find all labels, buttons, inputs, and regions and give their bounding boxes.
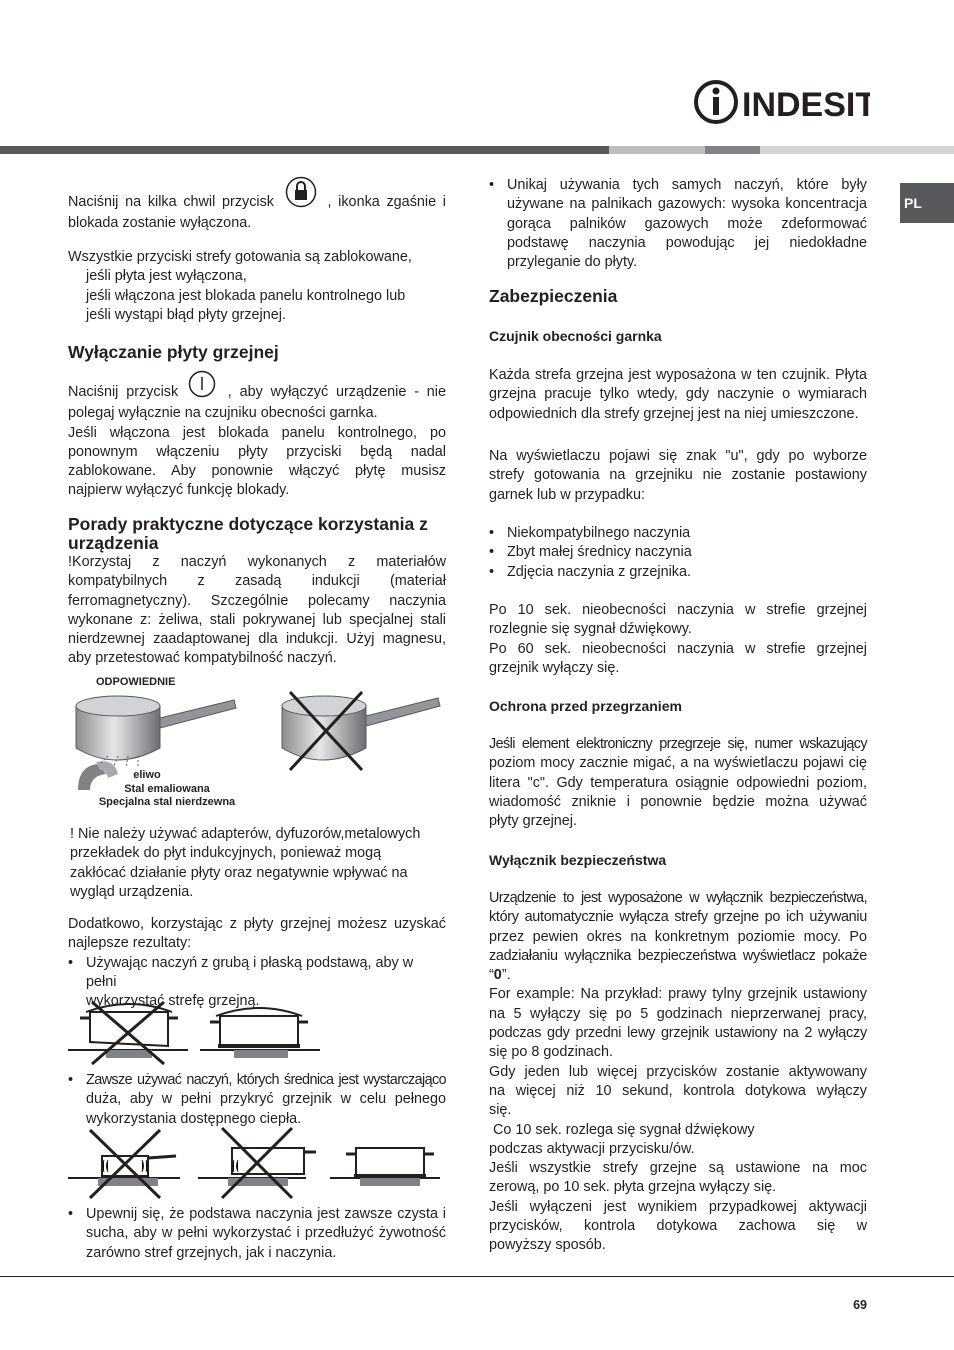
bullet-line: sucha, aby w pełni wykorzystać i przedłużyć żywotność <box>86 1225 446 1242</box>
overheat-line: płyty grzejnej. <box>489 813 577 830</box>
switch-zero-line <box>489 966 867 985</box>
example-line: Co 10 sek. rozlega się sygnał dźwiękowy <box>489 1121 755 1138</box>
flat-base-pans-illustration <box>68 998 368 1068</box>
example-line: na 5 wyłączy się po 5 godzinach nieprzerwanej pracy, <box>489 1005 867 1022</box>
heading-tips: Porady praktyczne dotyczące korzystania z urządzenia <box>68 514 428 553</box>
bullet-line: duża, aby w pełni przykryć grzejnik w celu pełnego <box>86 1091 446 1108</box>
example-line: Jeśli wyłączeni jest wynikiem przypadkowej aktywacji <box>489 1198 867 1215</box>
switch-line: przez pewien okres na konkretnym poziomie mocy. Po <box>489 928 867 945</box>
example-line: się. <box>489 1102 512 1119</box>
bullet-line: • Unikaj używania tych samych naczyń, które były <box>507 177 867 193</box>
bullet-line: gorąca palników gazowych może zdeformować <box>507 215 867 232</box>
header-bar-dark <box>0 146 609 154</box>
locked-intro: Wszystkie przyciski strefy gotowania są zablokowane, <box>68 249 412 265</box>
sensor-paragraph <box>489 366 867 424</box>
bullet-line: przyleganie do płyty. <box>507 254 638 271</box>
footer-divider <box>0 1276 954 1277</box>
zero-symbol: 0 <box>493 967 502 984</box>
extra-line: najlepsze rezultaty: <box>68 935 192 952</box>
tips-line: nierdzewnej zaadaptowanej dla indukcji. Użyj magnesu, <box>68 631 446 648</box>
unlock-text-a: Naciśnij na kilka chwil przycisk <box>68 193 275 210</box>
material-item: eliwo <box>133 769 161 781</box>
locked-paragraph <box>68 248 446 325</box>
materials-caption <box>94 769 240 810</box>
tips-line: aby przetestować kompatybilność naczyń. <box>68 650 337 667</box>
bullet-line: • Zawsze używać naczyń, których średnica jest wystarczająco <box>86 1072 446 1088</box>
header-bar-light <box>609 146 705 154</box>
turn-off-line-1 <box>68 380 446 404</box>
display-line: garnek lub w przypadku: <box>489 486 645 503</box>
heading-turn-off: Wyłączanie płyty grzejnej <box>68 342 279 362</box>
off-line: ponownym włączeniu płyty przyciski będą nadal <box>68 443 446 460</box>
sensor-line: grzejna pracuje tylko wtedy, gdy naczynie o wymiarach <box>489 386 867 403</box>
turn-off-paragraph <box>68 380 446 501</box>
timeout-line: grzejnik wyłączy się. <box>489 659 620 676</box>
quote-open: “ <box>489 967 494 984</box>
locked-item: jeśli włączona jest blokada panelu kontrolnego lub <box>86 287 406 304</box>
off-line: zablokowane. Aby ponownie włączyć płytę musisz <box>68 463 446 480</box>
power-icon <box>188 370 216 404</box>
timeout-line: Po 10 sek. nieobecności naczynia w strefie grzejnej <box>489 602 867 618</box>
unlock-line-2: blokada zostanie wyłączona. <box>68 215 252 232</box>
case-item: • Zbyt małej średnicy naczynia <box>489 543 867 562</box>
tips-line: wykonane z: żeliwa, stali pokrywanej lub specjalnej stali <box>68 611 446 628</box>
cases-list <box>489 524 867 582</box>
suitable-label: ODPOWIEDNIE <box>96 676 176 688</box>
example-line: podczas aktywacji przycisku/ów. <box>489 1140 695 1157</box>
tips-line: ferromagnetyczny). Szczególnie polecamy naczynia <box>68 592 446 609</box>
warn-line: zakłócać działanie płyty oraz negatywnie wpływać na <box>70 864 408 881</box>
material-item: Specjalna stal nierdzewna <box>98 796 236 808</box>
page-number: 69 <box>853 1298 867 1312</box>
display-line: Na wyświetlaczu pojawi się znak "u", gdy po wyborze <box>489 448 867 464</box>
tip-bullet-3 <box>68 1205 446 1263</box>
tips-line: kompatybilnych z zasadą indukcji (materiał <box>68 573 446 590</box>
gas-burner-bullet <box>489 176 867 272</box>
unlock-text-b: , ikonka zgaśnie i <box>327 193 447 210</box>
timeout-line: rozlegnie się sygnał dźwiękowy. <box>489 621 692 638</box>
heading-pan-sensor: Czujnik obecności garnka <box>489 328 662 344</box>
timeout-line: Po 60 sek. nieobecności naczynia w strefie grzejnej <box>489 640 867 657</box>
display-paragraph <box>489 447 867 505</box>
sensor-line: odpowiednich dla strefy grzejnej jest na niej umieszczone. <box>489 405 859 422</box>
warn-line: ! Nie należy używać adapterów, dyfuzorów,metalowych <box>70 826 421 842</box>
bullet-line: używane na palnikach gazowych: wysoka koncentracja <box>507 196 867 213</box>
overheat-paragraph <box>489 735 867 831</box>
overheat-line: litera "c". Gdy temperatura osiągnie odpowiedni poziom, <box>489 774 867 791</box>
switch-paragraph <box>489 889 867 1256</box>
header-bar-mid <box>705 146 760 154</box>
quote-close: ”. <box>501 967 511 984</box>
off-text-a: Naciśnij przycisk <box>68 383 179 400</box>
warning-paragraph <box>70 825 448 902</box>
example-line: przycisków, kontrola dotykowa zachowa się w <box>489 1218 867 1235</box>
off-line: najpierw wyłączyć funkcję blokady. <box>68 482 290 499</box>
switch-line: zadziałaniu wyłącznika bezpieczeństwa wyświetlacz pokaże <box>489 947 867 964</box>
warn-line: przekładek do płyt indukcyjnych, ponieważ mogą <box>70 845 382 862</box>
display-line: strefy gotowania na grzejniku nie zostanie postawiony <box>489 467 867 484</box>
switch-line: Urządzenie to jest wyposażone w wyłącznik bezpieczeństwa, <box>489 890 867 906</box>
example-line: zerową, po 10 sek. płyta grzejna wyłączy się. <box>489 1179 777 1196</box>
heading-safety: Zabezpieczenia <box>489 286 618 306</box>
example-line: się po 8 godzinach. <box>489 1044 614 1061</box>
bullet-line: • Upewnij się, że podstawa naczynia jest zawsze czysta i <box>86 1206 446 1222</box>
material-item: Stal emaliowana <box>124 782 210 795</box>
lock-icon <box>285 176 317 214</box>
example-line: powyższy sposób. <box>489 1237 606 1254</box>
bullet-line: wykorzystania dostępnego ciepła. <box>86 1110 302 1127</box>
timeout-paragraph <box>489 601 867 678</box>
extra-paragraph <box>68 915 446 1011</box>
example-line: For example: Na przykład: prawy tylny grzejnik ustawiony <box>489 986 867 1003</box>
case-item: • Zdjęcia naczynia z grzejnika. <box>489 563 867 582</box>
indesit-logo <box>690 78 870 126</box>
bullet-line: • Używając naczyń z grubą i płaską podstawą, aby w pełni <box>86 954 414 990</box>
unlock-paragraph <box>68 190 446 234</box>
indesit-logo-graphic <box>690 78 870 126</box>
tip-bullet-2 <box>68 1071 446 1129</box>
bullet-line: podstawę naczynia powodując jej niedokładne <box>507 234 867 251</box>
locked-item: jeśli wystąpi błąd płyty grzejnej. <box>86 306 286 323</box>
off-text-b: , aby wyłączyć urządzenie - nie <box>227 383 446 400</box>
overheat-line: poziom mocy zacznie migać, a na wyświetlaczu pojawi cię <box>489 755 867 772</box>
brand-text: INDESIT <box>742 86 870 124</box>
bullet-line: wykorzystać strefę grzejną. <box>86 993 260 1010</box>
heading-safety-switch: Wyłącznik bezpieczeństwa <box>489 852 667 868</box>
example-line: na więcej niż 10 sekund, kontrola dotykowa wyłączy <box>489 1082 867 1099</box>
header-bar-lightest <box>760 146 954 154</box>
tips-paragraph <box>68 553 446 669</box>
overheat-line: wiadomość zniknie i ponownie będzie można używać <box>489 793 867 810</box>
language-tab: PL <box>900 183 954 223</box>
overheat-line: Jeśli element elektroniczny przegrzeje się, numer wskazujący <box>489 736 867 752</box>
unsuitable-pan-illustration <box>278 688 448 774</box>
pan-diameter-illustration <box>68 1126 448 1202</box>
heading-overheat: Ochrona przed przegrzaniem <box>489 698 682 714</box>
example-line: Jeśli wszystkie strefy grzejne są ustawione na moc <box>489 1160 867 1177</box>
off-line: polegaj wyłącznie na czujniku obecności garnka. <box>68 405 378 422</box>
example-line: Gdy jeden lub więcej przycisków zostanie aktywowany <box>489 1063 867 1080</box>
warn-line: wygląd urządzenia. <box>70 883 194 900</box>
case-item: • Niekompatybilnego naczynia <box>489 524 867 543</box>
bullet-line: zarówno stref grzejnych, jak i naczynia. <box>86 1244 337 1261</box>
tips-line: !Korzystaj z naczyń wykonanych z materiałów <box>68 554 446 570</box>
switch-line: który automatycznie wyłącza strefy grzejne po ich używaniu <box>489 909 867 926</box>
example-line: podczas gdy przedni lewy grzejnik ustawiony na 2 wyłączy <box>489 1025 867 1042</box>
off-line: Jeśli włączona jest blokada panelu kontrolnego, po <box>68 424 446 441</box>
sensor-line: Każda strefa grzejna jest wyposażona w ten czujnik. Płyta <box>489 367 867 383</box>
extra-line: Dodatkowo, korzystając z płyty grzejnej możesz uzyskać <box>68 916 446 932</box>
unlock-line-1 <box>68 190 446 214</box>
locked-item: jeśli płyta jest wyłączona, <box>86 268 247 285</box>
